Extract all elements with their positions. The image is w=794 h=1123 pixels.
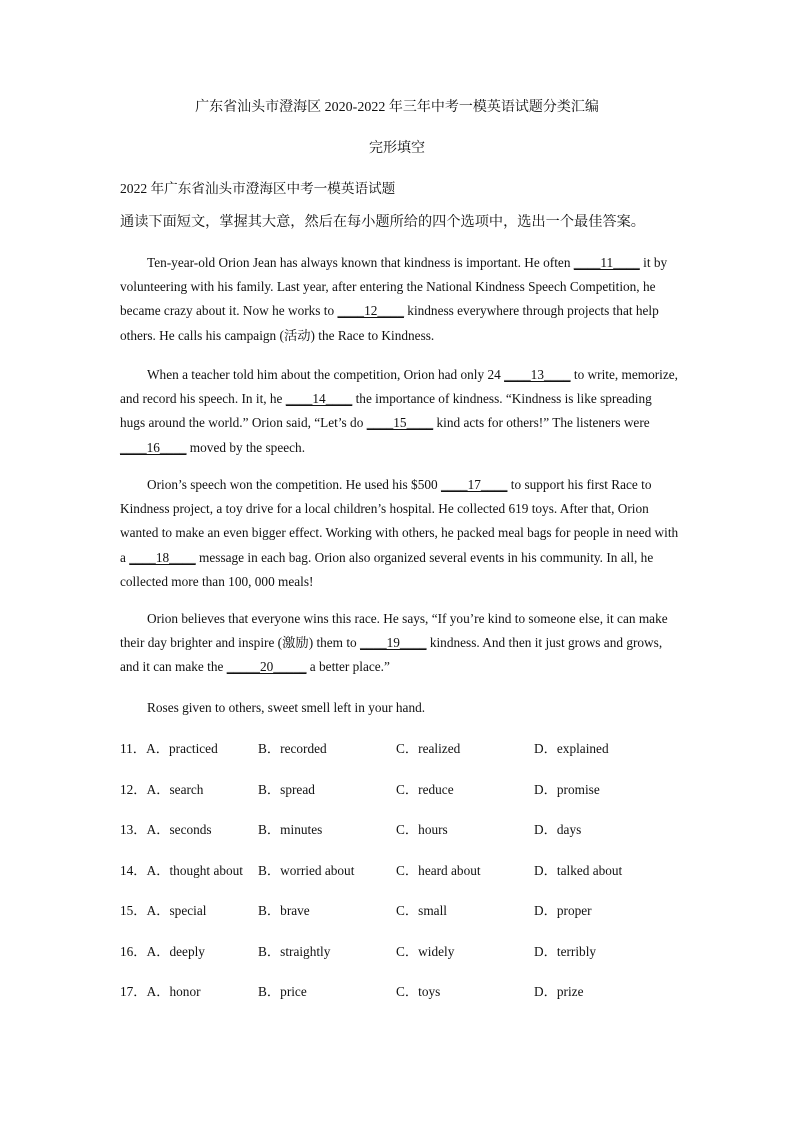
section-heading: 完形填空 xyxy=(369,141,425,156)
option-d[interactable]: D．promise xyxy=(534,782,600,797)
paragraph-5: Roses given to others, sweet smell left in your hand. xyxy=(147,700,426,715)
blank-15[interactable]: ____15____ xyxy=(366,415,434,431)
option-b[interactable]: B．minutes xyxy=(258,822,323,837)
exam-subtitle: 2022 年广东省汕头市澄海区中考一模英语试题 xyxy=(120,181,396,196)
option-c[interactable]: C．toys xyxy=(396,984,441,999)
option-c[interactable]: C．small xyxy=(396,903,447,918)
blank-13[interactable]: ____13____ xyxy=(504,367,571,382)
option-c[interactable]: C．heard about xyxy=(396,863,481,878)
option-row-11 xyxy=(120,738,680,758)
option-d[interactable]: D．proper xyxy=(534,903,592,918)
option-b[interactable]: B．worried about xyxy=(258,863,355,878)
option-a[interactable]: 14．A．thought about xyxy=(120,863,243,878)
blank-12[interactable]: ____12____ xyxy=(337,303,404,319)
option-b[interactable]: B．spread xyxy=(258,782,315,797)
option-row-16 xyxy=(120,941,680,961)
option-b[interactable]: B．price xyxy=(258,984,307,999)
option-c[interactable]: C．realized xyxy=(396,741,461,756)
paragraph-2: When a teacher told him about the competition, Orion had only 24 ____13____ to write, memorize, and record his speech. In it, he ____14____ the importance of kindness. “Kindness is like spreading hugs around the world.” Orion said, “Let’s do ____15____ kind acts for others!” The listeners were ____16____ moved by the speech. xyxy=(120,367,679,455)
option-d[interactable]: D．talked about xyxy=(534,863,623,878)
blank-19[interactable]: ____19____ xyxy=(360,635,427,651)
blank-16[interactable]: ____16____ xyxy=(120,439,187,455)
blank-14[interactable]: ____14____ xyxy=(285,391,353,407)
option-row-15 xyxy=(120,900,680,920)
option-a[interactable]: 11．A．practiced xyxy=(120,741,218,756)
option-a[interactable]: 13．A．seconds xyxy=(120,822,212,837)
document-title: 广东省汕头市澄海区 2020-2022 年三年中考一模英语试题分类汇编 xyxy=(195,100,599,115)
option-a[interactable]: 16．A．deeply xyxy=(120,944,205,959)
option-d[interactable]: D．prize xyxy=(534,984,584,999)
option-d[interactable]: D．days xyxy=(534,822,582,837)
paragraph-3: Orion’s speech won the competition. He used his $500 ____17____ to support his first Race to Kindness project, a toy drive for a local children’s hospital. He collected 619 toys. After that, Orion wanted to make an even bigger effect. Working with others, he packed meal bags for people in need with a ____18____ message in each bag. Orion also organized several events in his community. In all, he collected more than 100, 000 meals! xyxy=(120,477,679,589)
instruction-text: 通读下面短文，掌握其大意，然后在每小题所给的四个选项中，选出一个最佳答案。 xyxy=(120,214,645,230)
option-b[interactable]: B．recorded xyxy=(258,741,327,756)
blank-11[interactable]: ____11____ xyxy=(573,255,640,270)
option-d[interactable]: D．terribly xyxy=(534,944,597,959)
option-c[interactable]: C．hours xyxy=(396,822,448,837)
option-row-12 xyxy=(120,779,680,799)
option-c[interactable]: C．reduce xyxy=(396,782,454,797)
blank-17[interactable]: ____17____ xyxy=(440,477,508,492)
option-row-17 xyxy=(120,981,680,1001)
option-a[interactable]: 12．A．search xyxy=(120,782,204,797)
option-row-14 xyxy=(120,860,680,880)
option-a[interactable]: 17．A．honor xyxy=(120,984,201,999)
option-row-13 xyxy=(120,819,680,839)
option-c[interactable]: C．widely xyxy=(396,944,455,959)
option-a[interactable]: 15．A．special xyxy=(120,903,207,918)
option-b[interactable]: B．brave xyxy=(258,903,310,918)
paragraph-4: Orion believes that everyone wins this race. He says, “If you’re kind to someone else, it can make their day brighter and inspire (激励) them to ____19____ kindness. And then it just grows and grows, and it can make the _____20_____ a better place.” xyxy=(120,611,668,675)
option-b[interactable]: B．straightly xyxy=(258,944,331,959)
blank-18[interactable]: ____18____ xyxy=(129,549,196,565)
blank-20[interactable]: _____20_____ xyxy=(226,659,307,675)
option-d[interactable]: D．explained xyxy=(534,741,609,756)
paragraph-1: Ten-year-old Orion Jean has always known that kindness is important. He often ____11____ it by volunteering with his family. Last year, after entering the National Kindness Speech Competition, he became crazy about it. Now he works to ____12____ kindness everywhere through projects that help others. He calls his campaign (活动) the Race to Kindness. xyxy=(120,255,668,343)
